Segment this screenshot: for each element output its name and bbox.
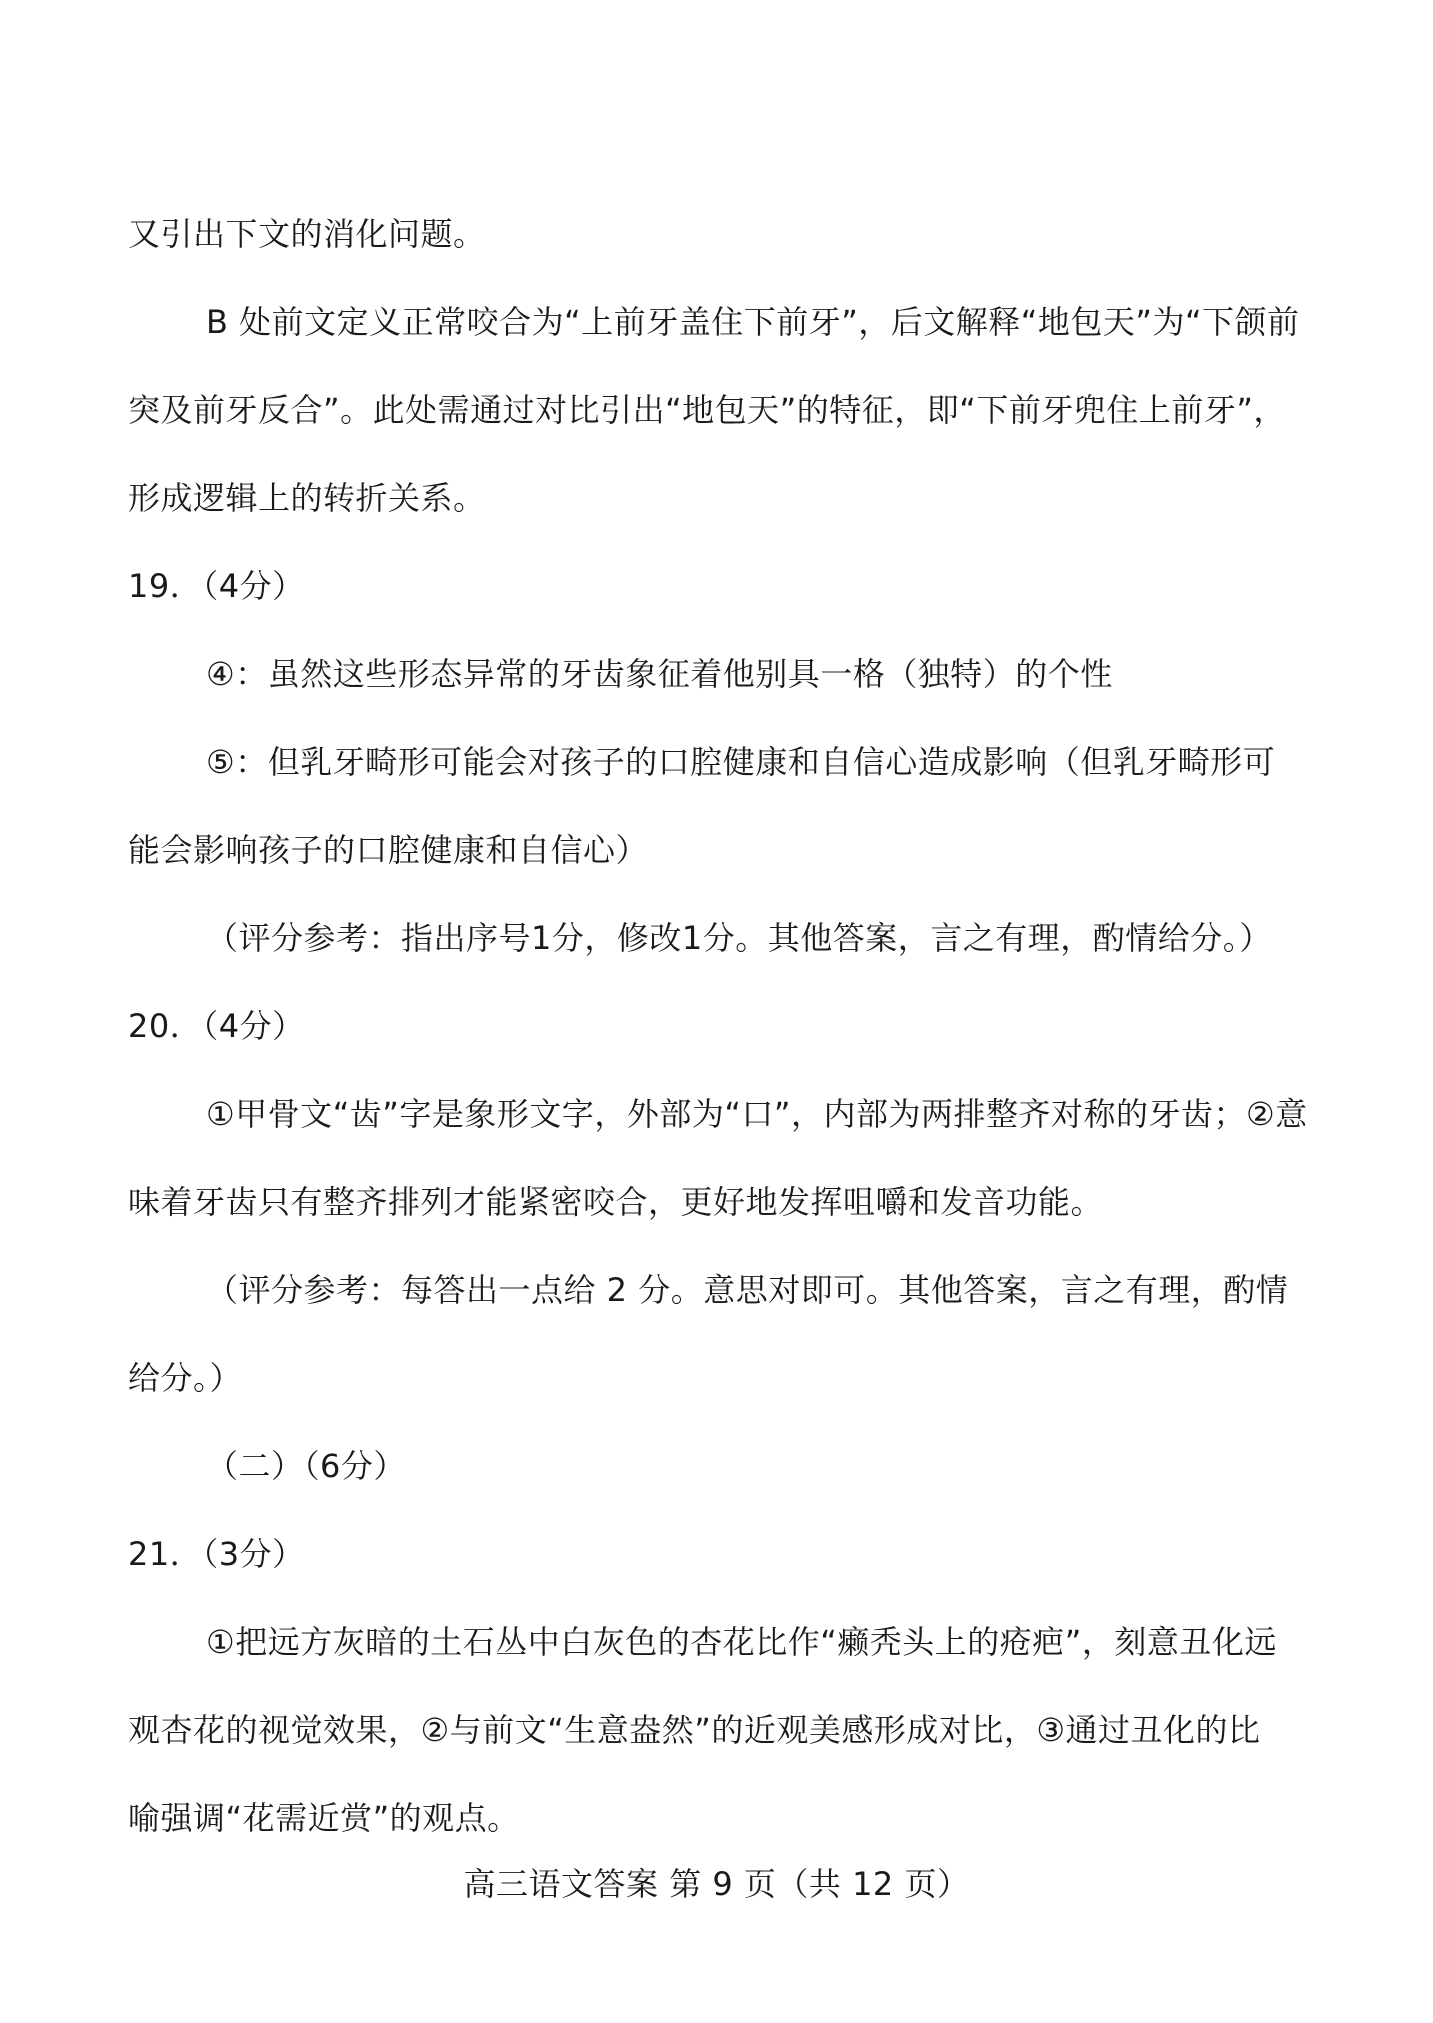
text-line: 能会影响孩子的口腔健康和自信心） xyxy=(128,831,649,869)
text-line: （评分参考：每答出一点给 2 分。意思对即可。其他答案，言之有理，酌情 xyxy=(206,1271,1289,1309)
text-line: 又引出下文的消化问题。 xyxy=(128,215,486,253)
answer-text-body xyxy=(128,190,1313,1862)
text-line: 味着牙齿只有整齐排列才能紧密咬合，更好地发挥咀嚼和发音功能。 xyxy=(128,1183,1104,1221)
text-line: ①甲骨文“齿”字是象形文字，外部为“口”，内部为两排整齐对称的牙齿；②意 xyxy=(206,1095,1308,1133)
text-line: 19．（4分） xyxy=(128,567,305,605)
page-footer: 高三语文答案 第 9 页（共 12 页） xyxy=(463,1865,970,1903)
text-line: 喻强调“花需近赏”的观点。 xyxy=(128,1799,520,1837)
text-line: ⑤：但乳牙畸形可能会对孩子的口腔健康和自信心造成影响（但乳牙畸形可 xyxy=(206,743,1276,781)
text-line: 20．（4分） xyxy=(128,1007,305,1045)
text-line: ④：虽然这些形态异常的牙齿象征着他别具一格（独特）的个性 xyxy=(206,655,1113,693)
text-line: ①把远方灰暗的土石丛中白灰色的杏花比作“癞秃头上的疮疤”，刻意丑化远 xyxy=(206,1623,1277,1661)
text-line: 21．（3分） xyxy=(128,1535,305,1573)
text-line: 观杏花的视觉效果，②与前文“生意盎然”的近观美感形成对比，③通过丑化的比 xyxy=(128,1711,1261,1749)
text-line: （评分参考：指出序号1分，修改1分。其他答案，言之有理，酌情给分。） xyxy=(206,919,1272,957)
text-line: 突及前牙反合”。此处需通过对比引出“地包天”的特征，即“下前牙兜住上前牙”， xyxy=(128,391,1286,429)
text-line: 形成逻辑上的转折关系。 xyxy=(128,479,486,517)
text-line: B 处前文定义正常咬合为“上前牙盖住下前牙”，后文解释“地包天”为“下颌前 xyxy=(206,303,1300,341)
text-line: （二）（6分） xyxy=(206,1447,406,1485)
text-line: 给分。） xyxy=(128,1359,243,1397)
